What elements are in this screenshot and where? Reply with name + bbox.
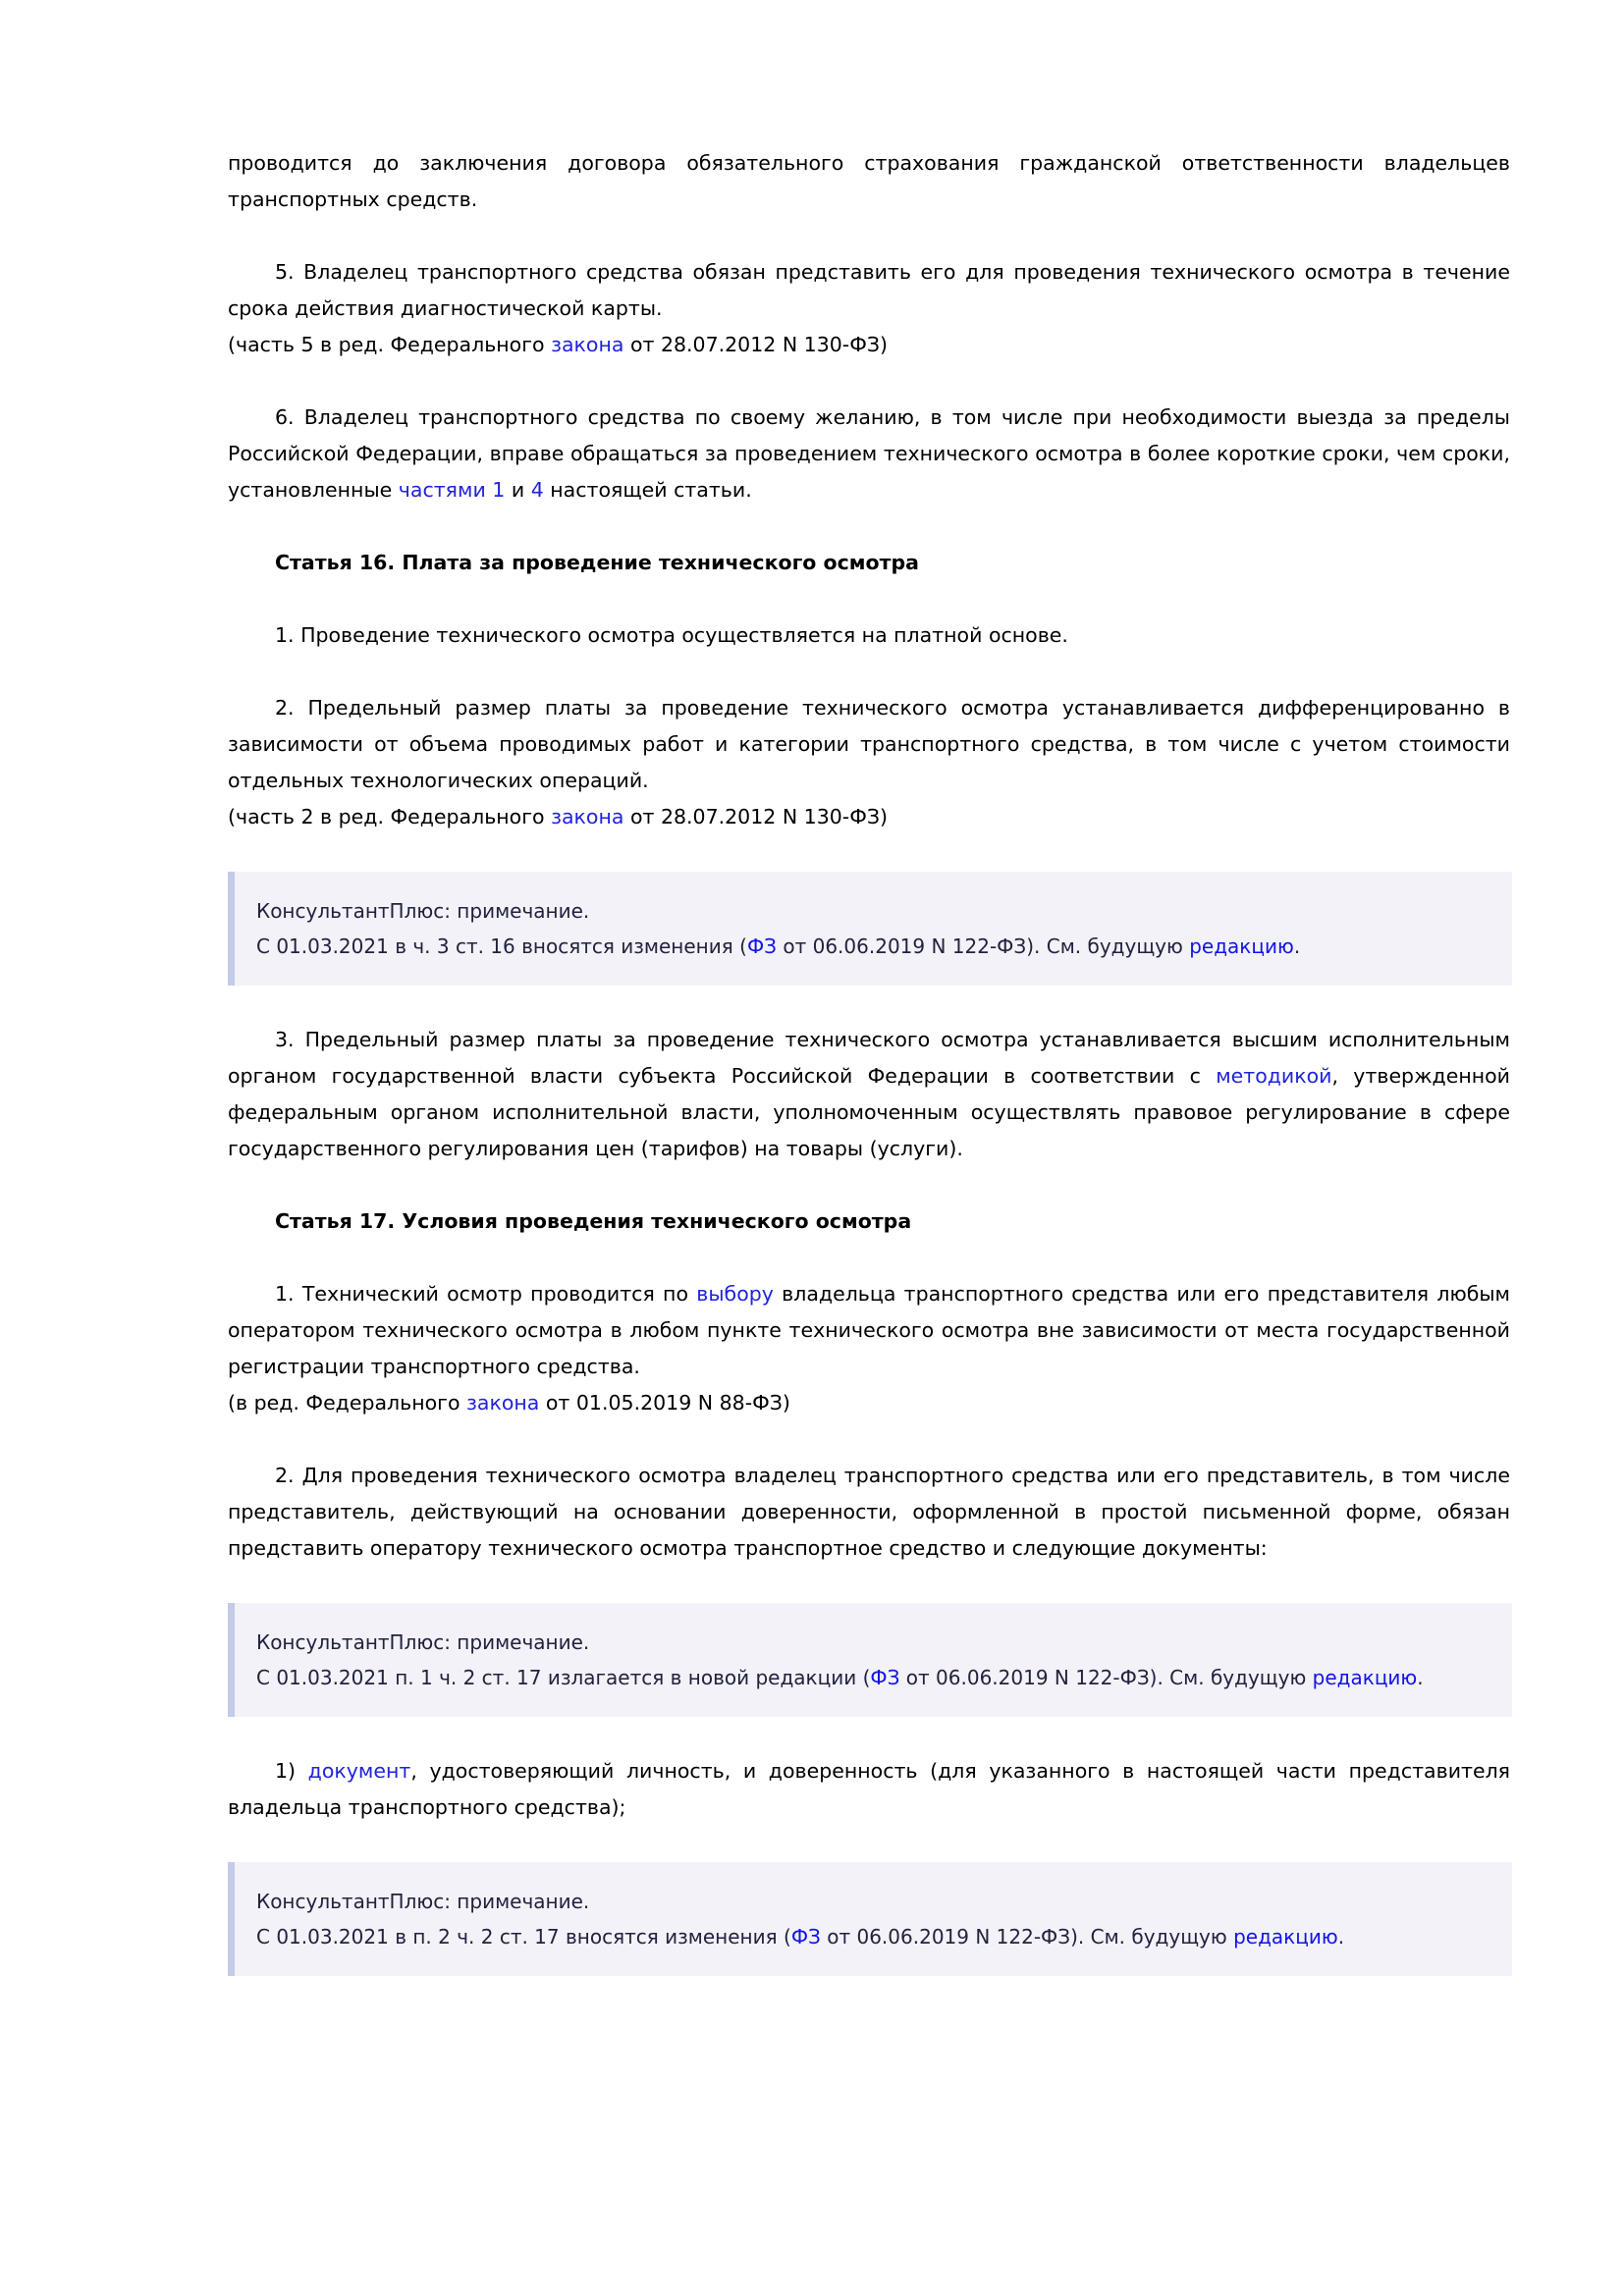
reference-text-post: от 01.05.2019 N 88-ФЗ) [539, 1391, 790, 1415]
paragraph-part-5: 5. Владелец транспортного средства обязан представить его для проведения технического осмотра в течение срока действия диагностической карты. [228, 260, 1510, 320]
reference-text-post: от 28.07.2012 N 130-ФЗ) [623, 805, 888, 828]
paragraph-text-post: настоящей статьи. [543, 478, 752, 502]
reference-part-5 [228, 327, 1510, 363]
paragraph-art16-part-2: 2. Предельный размер платы за проведение технического осмотра устанавливается дифференцированно в зависимости от объема проводимых работ и категории транспортного средства, в том числе с учетом стоимости отдельных технологических операций. [228, 696, 1510, 792]
note-title: КонсультантПлюс: примечание. [256, 899, 590, 923]
document-link[interactable]: документ [307, 1759, 411, 1783]
spacer [228, 1717, 1510, 1753]
law-link[interactable]: закона [466, 1391, 540, 1415]
consultant-note-box-1 [228, 872, 1512, 986]
choice-link[interactable]: выбору [696, 1282, 774, 1306]
note-body [256, 1919, 1492, 1954]
spacer [228, 218, 1510, 254]
note-text-pre: С 01.03.2021 в п. 2 ч. 2 ст. 17 вносятся изменения ( [256, 1925, 791, 1949]
note-title: КонсультантПлюс: примечание. [256, 1890, 590, 1913]
paragraph-text-mid: и [505, 478, 531, 502]
note-text-pre: С 01.03.2021 в ч. 3 ст. 16 вносятся изменения ( [256, 934, 747, 958]
reference-text-post: от 28.07.2012 N 130-ФЗ) [623, 333, 888, 356]
reference-text-pre: (часть 2 в ред. Федерального [228, 805, 552, 828]
note-title: КонсультантПлюс: примечание. [256, 1630, 590, 1654]
consultant-note-box-3 [228, 1862, 1512, 1976]
spacer [228, 1167, 1510, 1203]
paragraph-part-6 [228, 400, 1510, 508]
paragraph-text-post: владельца транспортного средства или его представителя любым оператором технического осмотра в любом пункте технического осмотра вне зависимости от места государственной регистрации транспортного средства. [228, 1282, 1510, 1378]
methodology-link[interactable]: методикой [1216, 1064, 1332, 1088]
parts-link-1[interactable]: частями 1 [398, 478, 506, 502]
note-body [256, 1660, 1492, 1695]
future-edition-link[interactable]: редакцию [1189, 934, 1294, 958]
spacer [228, 1826, 1510, 1862]
fz-link[interactable]: ФЗ [870, 1666, 900, 1689]
reference-text-pre: (в ред. Федерального [228, 1391, 467, 1415]
paragraph-text-pre: 6. Владелец транспортного средства по своему желанию, в том числе при необходимости выезда за пределы Российской Федерации, вправе обращаться за проведением технического осмотра в более короткие сроки, чем сроки, установленные [228, 405, 1510, 502]
page-content [228, 145, 1510, 1976]
paragraph-text-post: , утвержденной федеральным органом исполнительной власти, уполномоченным осуществлять правовое регулирование в сфере государственного регулирования цен (тарифов) на товары (услуги). [228, 1064, 1510, 1160]
law-link[interactable]: закона [551, 805, 624, 828]
reference-art16-part-2 [228, 799, 1510, 835]
item-text: , удостоверяющий личность, и доверенность (для указанного в настоящей части представителя владельца транспортного средства); [228, 1759, 1511, 1819]
spacer [228, 581, 1510, 617]
reference-text-pre: (часть 5 в ред. Федерального [228, 333, 552, 356]
note-text-post: . [1417, 1666, 1424, 1689]
spacer [228, 835, 1510, 872]
parts-link-4[interactable]: 4 [530, 478, 544, 502]
spacer [228, 654, 1510, 690]
paragraph-art17-part-1 [228, 1276, 1510, 1385]
note-text-pre: С 01.03.2021 п. 1 ч. 2 ст. 17 излагается в новой редакции ( [256, 1666, 871, 1689]
spacer [228, 1567, 1510, 1603]
paragraph-art16-part-3 [228, 1022, 1510, 1167]
note-text-mid: от 06.06.2019 N 122-ФЗ). См. будущую [899, 1666, 1313, 1689]
paragraph-continuation: проводится до заключения договора обязательного страхования гражданской ответственности владельцев транспортных средств. [228, 151, 1510, 211]
spacer [228, 986, 1510, 1022]
item-number: 1) [275, 1759, 308, 1783]
consultant-note-box-2 [228, 1603, 1512, 1717]
fz-link[interactable]: ФЗ [746, 934, 777, 958]
note-text-mid: от 06.06.2019 N 122-ФЗ). См. будущую [777, 934, 1190, 958]
note-body [256, 929, 1492, 964]
reference-art17-part-1 [228, 1385, 1510, 1421]
heading-article-17: Статья 17. Условия проведения технического осмотра [275, 1209, 912, 1233]
note-text-post: . [1337, 1925, 1345, 1949]
note-text-mid: от 06.06.2019 N 122-ФЗ). См. будущую [820, 1925, 1234, 1949]
paragraph-art16-part-1: 1. Проведение технического осмотра осуществляется на платной основе. [275, 623, 1068, 647]
paragraph-art17-part-2: 2. Для проведения технического осмотра владелец транспортного средства или его представитель, в том числе представитель, действующий на основании доверенности, оформленной в простой письменной форме, обязан представить оператору технического осмотра транспортное средство и следующие документы: [228, 1464, 1510, 1560]
paragraph-text-pre: 3. Предельный размер платы за проведение технического осмотра устанавливается высшим исполнительным органом государственной власти субъекта Российской Федерации в соответствии с [228, 1028, 1510, 1088]
note-text-post: . [1293, 934, 1301, 958]
spacer [228, 363, 1510, 400]
spacer [228, 508, 1510, 545]
law-link[interactable]: закона [551, 333, 624, 356]
fz-link[interactable]: ФЗ [790, 1925, 821, 1949]
future-edition-link[interactable]: редакцию [1312, 1666, 1418, 1689]
spacer [228, 1240, 1510, 1276]
heading-article-16: Статья 16. Плата за проведение технического осмотра [275, 551, 919, 574]
spacer [228, 1421, 1510, 1458]
future-edition-link[interactable]: редакцию [1233, 1925, 1338, 1949]
paragraph-text-pre: 1. Технический осмотр проводится по [275, 1282, 697, 1306]
paragraph-art17-item-1 [228, 1753, 1510, 1826]
